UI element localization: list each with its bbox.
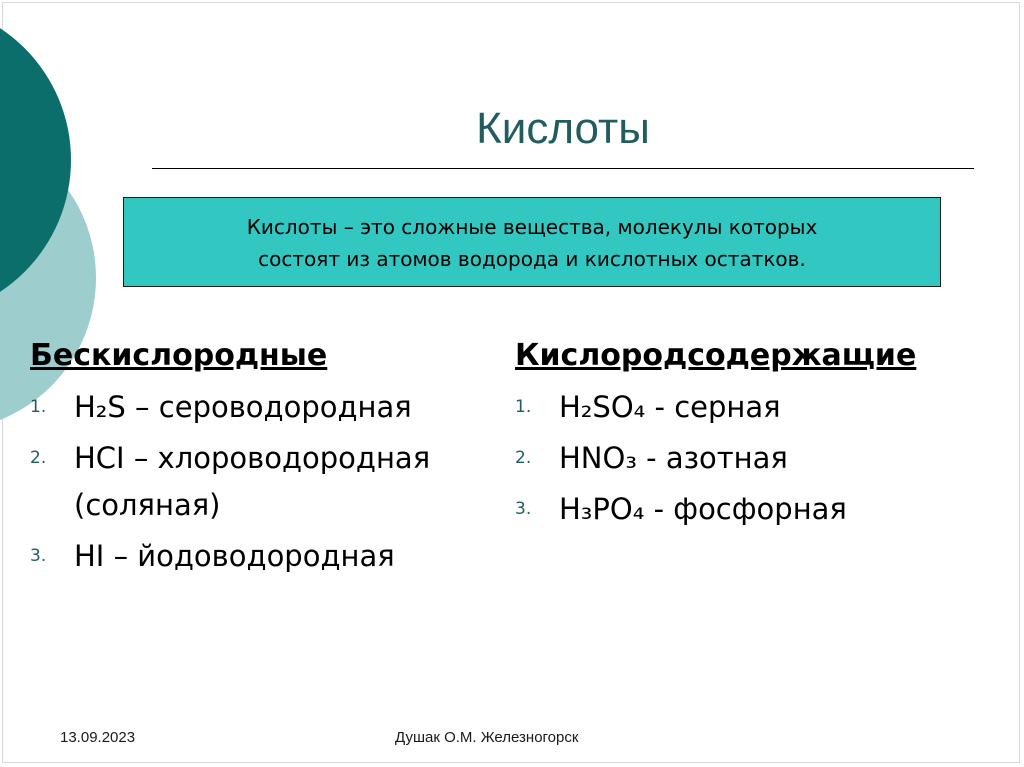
title-divider	[152, 168, 974, 169]
list-item-text: HI – йодоводородная	[74, 539, 395, 573]
oxygen-free-column	[30, 334, 500, 584]
oxygen-containing-list	[515, 384, 995, 533]
list-item	[515, 384, 995, 431]
list-item	[515, 486, 995, 533]
list-item-text: HCI – хлороводородная (соляная)	[74, 441, 431, 522]
definition-line-1: Кислоты – это сложные вещества, молекулы которых	[246, 215, 818, 239]
oxygen-free-heading: Бескислородные	[30, 338, 328, 373]
list-item-number: 3.	[515, 499, 532, 519]
list-item	[30, 435, 500, 529]
list-item	[30, 384, 500, 431]
definition-line-2: состоят из атомов водорода и кислотных остатков.	[258, 247, 806, 271]
oxygen-containing-column	[515, 334, 995, 537]
slide-title: Кислоты	[476, 104, 650, 153]
list-item-number: 3.	[30, 546, 47, 566]
list-item-text: H₂S – сероводородная	[74, 390, 412, 424]
oxygen-containing-heading: Кислородсодержащие	[515, 338, 917, 373]
list-item-number: 2.	[515, 448, 532, 468]
list-item-number: 2.	[30, 448, 47, 468]
list-item-text: H₂SO₄ - серная	[559, 390, 781, 424]
list-item-number: 1.	[30, 397, 47, 417]
footer-date: 13.09.2023	[60, 729, 136, 746]
list-item	[515, 435, 995, 482]
list-item-number: 1.	[515, 397, 532, 417]
definition-box	[123, 197, 941, 287]
list-item-text: HNO₃ - азотная	[559, 441, 788, 475]
oxygen-free-list	[30, 384, 500, 580]
footer-author: Душак О.М. Железногорск	[395, 729, 579, 746]
list-item-text: H₃PO₄ - фосфорная	[559, 492, 847, 526]
list-item	[30, 533, 500, 580]
